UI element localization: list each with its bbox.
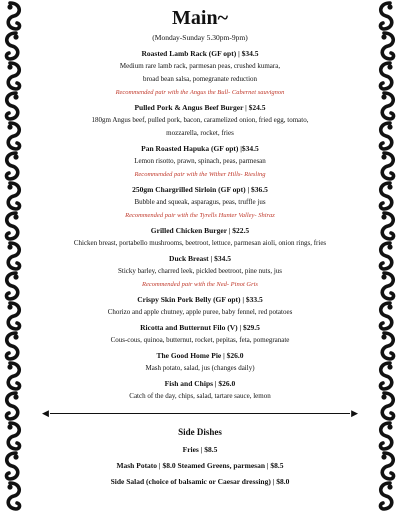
side-dish-item: Mash Potato | $8.0 Steamed Greens, parmesan | $8.5: [116, 461, 284, 470]
wine-pairing: Recommended pair with the Wither Hills- Riesling: [134, 171, 266, 178]
dish-description: broad bean salsa, pomegranate reduction: [142, 75, 258, 83]
dish-name: Crispy Skin Pork Belly (GF opt) | $33.5: [137, 295, 263, 304]
arrow-right-icon: ▶: [351, 408, 358, 418]
swirl-ornament-icon: [2, 0, 24, 516]
menu-item: [30, 253, 370, 290]
menu-page: [30, 6, 370, 487]
menu-item: [30, 294, 370, 318]
dish-list: [30, 48, 370, 402]
menu-item: [30, 143, 370, 180]
dish-description: Catch of the day, chips, salad, tartare sauce, lemon: [129, 392, 271, 400]
dish-name: Pan Roasted Hapuka (GF opt) |$34.5: [141, 144, 259, 153]
swirl-ornament-icon: [376, 0, 398, 516]
opening-hours: (Monday-Sunday 5.30pm-9pm): [152, 33, 248, 42]
dish-name: Roasted Lamb Rack (GF opt) | $34.5: [141, 49, 259, 58]
dish-description: Sticky barley, charred leek, pickled beetroot, pine nuts, jus: [118, 267, 282, 275]
menu-item: [30, 184, 370, 221]
left-swirl-border: [2, 0, 24, 516]
dish-name: The Good Home Pie | $26.0: [156, 351, 244, 360]
dish-description: 180gm Angus beef, pulled pork, bacon, caramelized onion, fried egg, tomato,: [91, 116, 309, 124]
dish-description: mozzarella, rocket, fries: [166, 129, 234, 137]
page-title: Main~: [172, 7, 228, 29]
menu-item: [30, 225, 370, 249]
side-dish-list: [30, 444, 370, 487]
dish-name: Fish and Chips | $26.0: [164, 379, 236, 388]
menu-item: [30, 378, 370, 402]
menu-item: [30, 322, 370, 346]
dish-description: Mash potato, salad, jus (changes daily): [145, 364, 255, 372]
section-divider: [42, 408, 358, 418]
right-swirl-border: [376, 0, 398, 516]
arrow-left-icon: ◀: [42, 408, 49, 418]
menu-item: [30, 350, 370, 374]
dish-name: Pulled Pork & Angus Beef Burger | $24.5: [134, 103, 266, 112]
dish-description: Lemon risotto, prawn, spinach, peas, parmesan: [134, 157, 266, 165]
dish-description: Bubble and squeak, asparagus, peas, truffle jus: [134, 198, 266, 206]
dish-description: Chorizo and apple chutney, apple puree, baby fennel, red potatoes: [107, 308, 293, 316]
wine-pairing: Recommended pair with the Ned- Pinot Gris: [142, 281, 258, 288]
dish-name: Duck Breast | $34.5: [169, 254, 231, 263]
side-dishes-heading: Side Dishes: [178, 427, 222, 437]
wine-pairing: Recommended pair with the Tyrells Hunter Valley- Shiraz: [125, 212, 275, 219]
dish-name: Grilled Chicken Burger | $22.5: [150, 226, 250, 235]
menu-item: [30, 102, 370, 139]
dish-name: 250gm Chargrilled Sirloin (GF opt) | $36.5: [132, 185, 268, 194]
menu-item: [30, 48, 370, 98]
wine-pairing: Recommended pair with the Angus the Bull- Cabernet sauvignon: [115, 89, 285, 96]
dish-name: Ricotta and Butternut Filo (V) | $29.5: [140, 323, 260, 332]
dish-description: Cous-cous, quinoa, butternut, rocket, pepitas, feta, pomegranate: [110, 336, 290, 344]
dish-description: Medium rare lamb rack, parmesan peas, crushed kumara,: [119, 62, 281, 70]
side-dish-item: Fries | $8.5: [182, 445, 218, 454]
dish-description: Chicken breast, portabello mushrooms, beetroot, lettuce, parmesan aioli, onion rings, fries: [73, 239, 327, 247]
side-dish-item: Side Salad (choice of balsamic or Caesar dressing) | $8.0: [110, 477, 290, 486]
